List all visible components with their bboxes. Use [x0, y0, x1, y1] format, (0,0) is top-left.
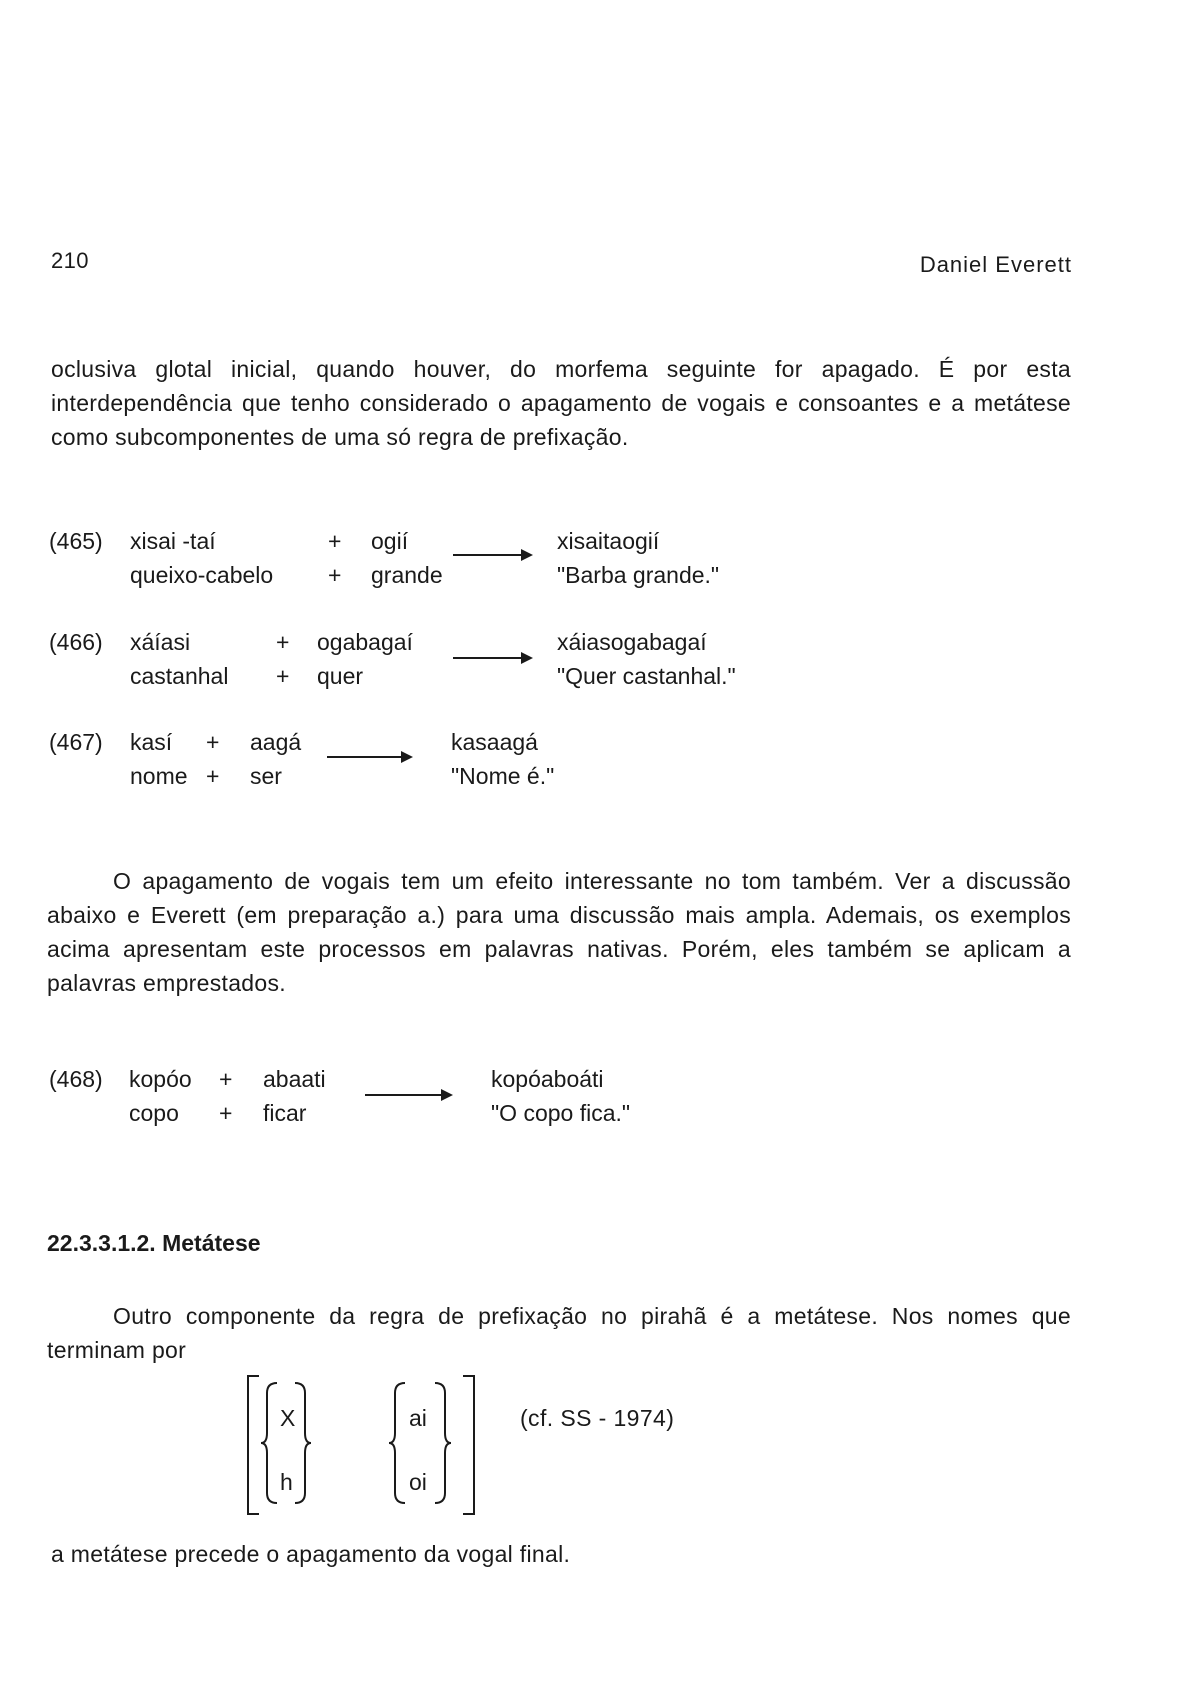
gloss-translation: "Barba grande."	[557, 562, 720, 588]
section-heading: 22.3.3.1.2. Metátese	[47, 1230, 261, 1256]
example-number: (468)	[49, 1066, 103, 1092]
example-word-1: xáíasi	[130, 629, 191, 655]
formula-left-bottom: h	[280, 1469, 293, 1495]
formula-citation: (cf. SS - 1974)	[520, 1405, 675, 1431]
gloss-word-2: ser	[250, 763, 282, 789]
left-square-bracket	[247, 1375, 259, 1515]
example-word-2: ogií	[371, 528, 409, 554]
plus-sign: +	[276, 629, 290, 655]
example-word-1: kopóo	[129, 1066, 192, 1092]
example-word-1: xisai -taí	[130, 528, 216, 554]
formula-right-bottom: oi	[409, 1469, 427, 1495]
example-result: xáiasogabagaí	[557, 629, 707, 655]
formula-right-top: ai	[409, 1405, 427, 1431]
paragraph-4: a metátese precede o apagamento da vogal final.	[51, 1541, 571, 1567]
formula-left-top: X	[280, 1405, 296, 1431]
example-number: (465)	[49, 528, 103, 554]
plus-sign: +	[219, 1100, 233, 1126]
paragraph-1: oclusiva glotal inicial, quando houver, do morfema seguinte for apagado. É por esta interdependência que tenho considerado o apagamento de vogais e consoantes e a metátese como subcomponentes de uma só regra de prefixação.	[51, 356, 1071, 450]
plus-sign: +	[206, 729, 220, 755]
gloss-word-2: quer	[317, 663, 364, 689]
example-word-2: ogabagaí	[317, 629, 413, 655]
plus-sign: +	[276, 663, 290, 689]
example-number: (467)	[49, 729, 103, 755]
plus-sign: +	[328, 562, 342, 588]
arrow-icon	[365, 1094, 451, 1096]
example-result: kasaagá	[451, 729, 538, 755]
phonological-formula	[247, 1375, 487, 1515]
page-number: 210	[51, 248, 89, 273]
arrow-icon	[453, 657, 531, 659]
gloss-word-1: copo	[129, 1100, 179, 1126]
plus-sign: +	[206, 763, 220, 789]
gloss-word-2: grande	[371, 562, 443, 588]
gloss-word-1: queixo-cabelo	[130, 562, 274, 588]
right-square-bracket	[463, 1375, 475, 1515]
example-word-2: aagá	[250, 729, 302, 755]
example-word-2: abaati	[263, 1066, 326, 1092]
arrow-icon	[327, 756, 411, 758]
arrow-icon	[453, 554, 531, 556]
example-word-1: kasí	[130, 729, 173, 755]
gloss-translation: "Nome é."	[451, 763, 555, 789]
example-number: (466)	[49, 629, 103, 655]
gloss-word-1: nome	[130, 763, 188, 789]
plus-sign: +	[219, 1066, 233, 1092]
gloss-translation: "Quer castanhal."	[557, 663, 736, 689]
gloss-word-2: ficar	[263, 1100, 307, 1126]
example-result: kopóaboáti	[491, 1066, 604, 1092]
running-header-author: Daniel Everett	[919, 252, 1072, 277]
plus-sign: +	[328, 528, 342, 554]
gloss-word-1: castanhal	[130, 663, 229, 689]
paragraph-2: O apagamento de vogais tem um efeito interessante no tom também. Ver a discussão abaixo e Everett (em preparação a.) para uma discussão mais ampla. Ademais, os exemplos acima apresentam este processos em palavras nativas. Porém, eles também se aplicam a palavras emprestados.	[47, 868, 1071, 996]
gloss-translation: "O copo fica."	[491, 1100, 631, 1126]
paragraph-3: Outro componente da regra de prefixação no pirahã é a metátese. Nos nomes que terminam por	[47, 1303, 1071, 1363]
example-result: xisaitaogií	[557, 528, 660, 554]
